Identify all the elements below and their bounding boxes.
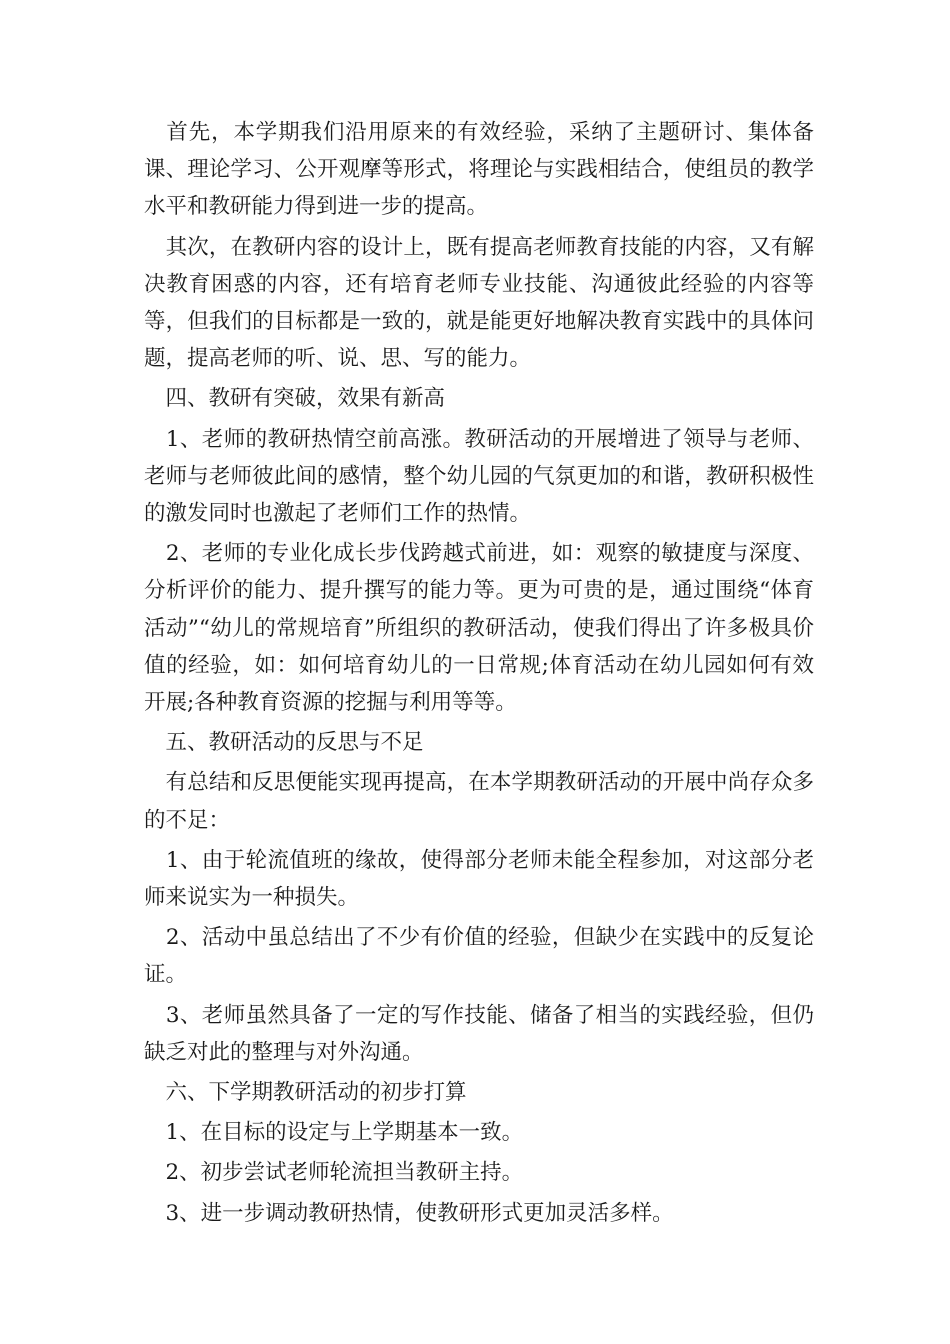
document-body: [144, 114, 814, 1232]
list-item-professional-growth: 2、老师的专业化成长步伐跨越式前进，如：观察的敏捷度与深度、分析评价的能力、提升撰写的能力等。更为可贵的是，通过围绕“体育活动”“幼儿的常规培育”所组织的教研活动，使我们得出了许多极具价值的经验，如：如何培育幼儿的一日常规;体育活动在幼儿园如何有效开展;各种教育资源的挖掘与利用等等。: [144, 541, 814, 716]
list-item-plan-3: 3、进一步调动教研热情，使教研形式更加灵活多样。: [144, 1200, 674, 1226]
list-item-shortcoming-2: 2、活动中虽总结出了不少有价值的经验，但缺少在实践中的反复论证。: [144, 925, 814, 988]
paragraph-reflection-intro: 有总结和反思便能实现再提高，在本学期教研活动的开展中尚存众多的不足：: [144, 770, 814, 833]
list-item-plan-1: 1、在目标的设定与上学期基本一致。: [144, 1120, 524, 1146]
paragraph-method: 首先，本学期我们沿用原来的有效经验，采纳了主题研讨、集体备课、理论学习、公开观摩等形式，将理论与实践相结合，使组员的教学水平和教研能力得到进一步的提高。: [144, 120, 814, 220]
section-heading-reflection: 五、教研活动的反思与不足: [144, 730, 424, 756]
list-item-shortcoming-1: 1、由于轮流值班的缘故，使得部分老师未能全程参加，对这部分老师来说实为一种损失。: [144, 847, 814, 911]
list-item-enthusiasm: 1、老师的教研热情空前高涨。教研活动的开展增进了领导与老师、老师与老师彼此间的感情，整个幼儿园的气氛更加的和谐，教研积极性的激发同时也激起了老师们工作的热情。: [144, 426, 814, 527]
list-item-shortcoming-3: 3、老师虽然具备了一定的写作技能、储备了相当的实践经验，但仍缺乏对此的整理与对外沟通。: [144, 1002, 814, 1065]
paragraph-content-design: 其次，在教研内容的设计上，既有提高老师教育技能的内容，又有解决教育困惑的内容，还有培育老师专业技能、沟通彼此经验的内容等等，但我们的目标都是一致的，就是能更好地解决教育实践中的具体问题，提高老师的听、说、思、写的能力。: [144, 234, 814, 372]
section-heading-next-plan: 六、下学期教研活动的初步打算: [144, 1080, 467, 1106]
list-item-plan-2: 2、初步尝试老师轮流担当教研主持。: [144, 1160, 524, 1186]
section-heading-breakthrough: 四、教研有突破，效果有新高: [144, 386, 446, 412]
